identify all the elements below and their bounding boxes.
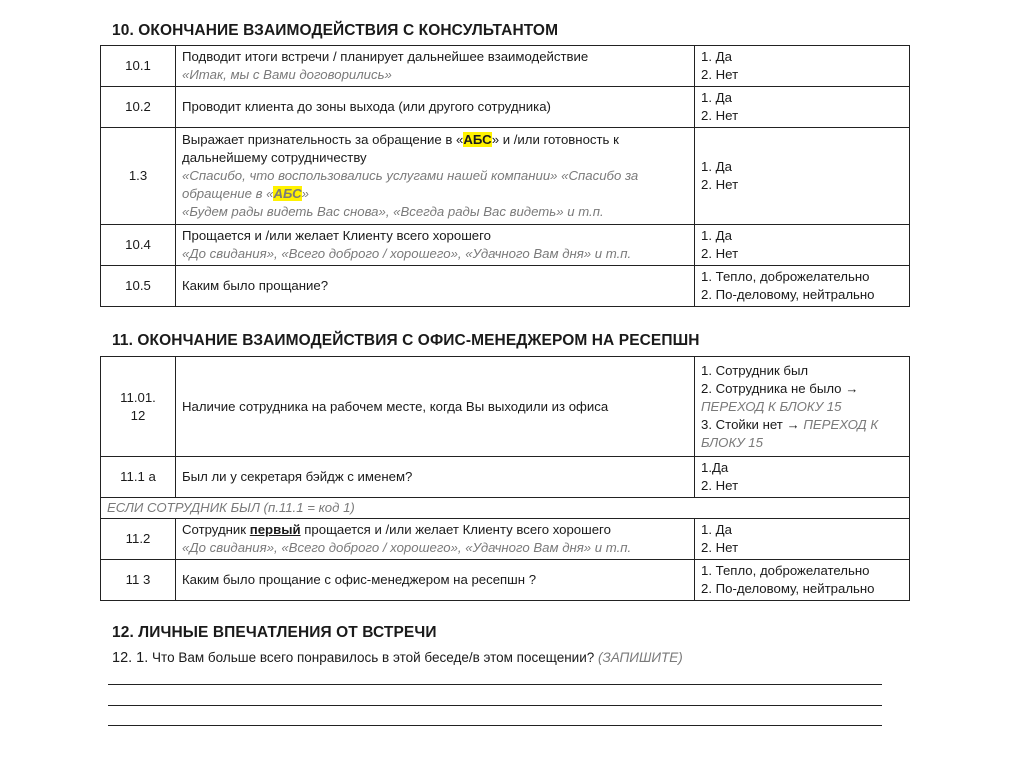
skip-instruction: ПЕРЕХОД К — [803, 416, 879, 432]
answer-option-text: 3. Стойки нет — [701, 416, 783, 432]
row-number: 1.3 — [101, 128, 176, 225]
table-row — [101, 519, 910, 560]
answer-option: 2. Нет — [701, 67, 739, 82]
section-11-table — [100, 356, 910, 601]
answer-options — [695, 87, 910, 128]
section-11-title: 11. ОКОНЧАНИЕ ВЗАИМОДЕЙСТВИЯ С ОФИС-МЕНЕДЖЕРОМ НА РЕСЕПШН — [112, 332, 700, 349]
row-number: 11.1 а — [101, 457, 176, 498]
brand-highlight: АБС — [273, 186, 302, 201]
section-10-table — [100, 45, 910, 307]
condition-banner: ЕСЛИ СОТРУДНИК БЫЛ (п.11.1 = код 1) — [101, 498, 910, 519]
answer-option: 1. Сотрудник был — [701, 362, 809, 378]
row-number: 11 3 — [101, 560, 176, 601]
question-cell — [176, 46, 695, 87]
section-10-title: 10. ОКОНЧАНИЕ ВЗАИМОДЕЙСТВИЯ С КОНСУЛЬТАНТОМ — [112, 22, 559, 39]
question-text: Прощается и /или желает Клиенту всего хорошего — [182, 228, 491, 243]
question-text — [182, 521, 688, 539]
answer-options — [695, 519, 910, 560]
answer-options — [695, 457, 910, 498]
answer-option: 1. Да — [701, 90, 732, 105]
table-row — [101, 357, 910, 457]
question-cell — [176, 128, 695, 225]
answer-option: 2. Нет — [701, 177, 739, 192]
answer-option — [701, 416, 903, 434]
emphasis-word: первый — [249, 522, 301, 537]
question-text-part: Выражает признательность за обращение в « — [182, 132, 464, 147]
answer-option: 1.Да — [701, 460, 729, 475]
table-row — [101, 46, 910, 87]
question-text: Проводит клиента до зоны выхода (или другого сотрудника) — [176, 87, 695, 128]
example-phrase: «До свидания», «Всего доброго / хорошего», «Удачного Вам дня» и т.п. — [182, 540, 632, 555]
question-cell — [176, 519, 695, 560]
table-row — [101, 225, 910, 266]
answer-option: 2. По-деловому, нейтрально — [701, 581, 875, 596]
answer-option: 2. Нет — [701, 478, 739, 493]
skip-instruction: БЛОКУ 15 — [701, 434, 763, 450]
answer-option: 1. Да — [701, 522, 732, 537]
question-number: 12. 1. — [112, 650, 149, 666]
table-row — [101, 128, 910, 225]
row-number: 10.2 — [101, 87, 176, 128]
answer-option — [701, 380, 903, 398]
question-text-part: » и /или готовность к — [491, 132, 619, 147]
answer-option: 2. По-деловому, нейтрально — [701, 287, 875, 302]
answer-option: 2. Нет — [701, 108, 739, 123]
example-phrase: «Спасибо, что воспользовались услугами нашей компании» «Спасибо за — [182, 168, 639, 183]
question-text-part: прощается и /или желает Клиенту всего хорошего — [304, 522, 611, 537]
example-phrase — [182, 185, 688, 203]
example-phrase-part: обращение в « — [182, 186, 274, 201]
row-number — [101, 357, 176, 457]
answer-option: 1. Да — [701, 159, 732, 174]
row-number-line: 11.01. — [120, 389, 156, 405]
answer-option: 1. Тепло, доброжелательно — [701, 563, 870, 578]
question-text: Что Вам больше всего понравилось в этой беседе/в этом посещении? — [152, 650, 595, 665]
answer-line[interactable] — [108, 705, 882, 706]
instruction-hint: (ЗАПИШИТЕ) — [598, 650, 683, 665]
answer-option: 1. Да — [701, 49, 732, 64]
arrow-right-icon: → — [845, 380, 859, 396]
row-number: 10.1 — [101, 46, 176, 87]
answer-option-text: 2. Сотрудника не было — [701, 380, 842, 396]
question-text: Подводит итоги встречи / планирует дальнейшее взаимодействие — [182, 49, 589, 64]
skip-instruction: ПЕРЕХОД К БЛОКУ 15 — [701, 398, 842, 414]
row-number: 10.4 — [101, 225, 176, 266]
example-phrase: «До свидания», «Всего доброго / хорошего», «Удачного Вам дня» и т.п. — [182, 246, 632, 261]
answer-line[interactable] — [108, 725, 882, 726]
answer-options — [695, 128, 910, 225]
example-phrase: «Будем рады видеть Вас снова», «Всегда рады Вас видеть» и т.п. — [182, 204, 604, 219]
table-row — [101, 266, 910, 307]
row-number: 11.2 — [101, 519, 176, 560]
answer-line[interactable] — [108, 684, 882, 685]
section-12-title: 12. ЛИЧНЫЕ ВПЕЧАТЛЕНИЯ ОТ ВСТРЕЧИ — [112, 624, 437, 641]
example-phrase-part: » — [301, 186, 310, 201]
answer-option: 1. Да — [701, 228, 732, 243]
table-row — [101, 87, 910, 128]
answer-options — [695, 357, 910, 457]
arrow-right-icon: → — [786, 416, 800, 432]
row-number-line: 12 — [130, 407, 146, 423]
brand-highlight: АБС — [463, 132, 492, 147]
answer-options — [695, 225, 910, 266]
condition-row — [101, 498, 910, 519]
table-row — [101, 457, 910, 498]
question-text: Каким было прощание с офис-менеджером на ресепшн ? — [176, 560, 695, 601]
question-12-1 — [112, 650, 683, 666]
row-number: 10.5 — [101, 266, 176, 307]
question-text: Каким было прощание? — [176, 266, 695, 307]
answer-options — [695, 46, 910, 87]
answer-option: 1. Тепло, доброжелательно — [701, 269, 870, 284]
question-text: Наличие сотрудника на рабочем месте, когда Вы выходили из офиса — [176, 357, 695, 457]
answer-options — [695, 560, 910, 601]
answer-options — [695, 266, 910, 307]
question-text — [182, 131, 688, 149]
example-phrase: «Итак, мы с Вами договорились» — [182, 67, 392, 82]
question-text-line: дальнейшему сотрудничеству — [182, 150, 367, 165]
answer-option: 2. Нет — [701, 540, 739, 555]
question-text: Был ли у секретаря бэйдж с именем? — [176, 457, 695, 498]
question-cell — [176, 225, 695, 266]
answer-option: 2. Нет — [701, 246, 739, 261]
table-row — [101, 560, 910, 601]
question-text-part: Сотрудник — [182, 522, 247, 537]
